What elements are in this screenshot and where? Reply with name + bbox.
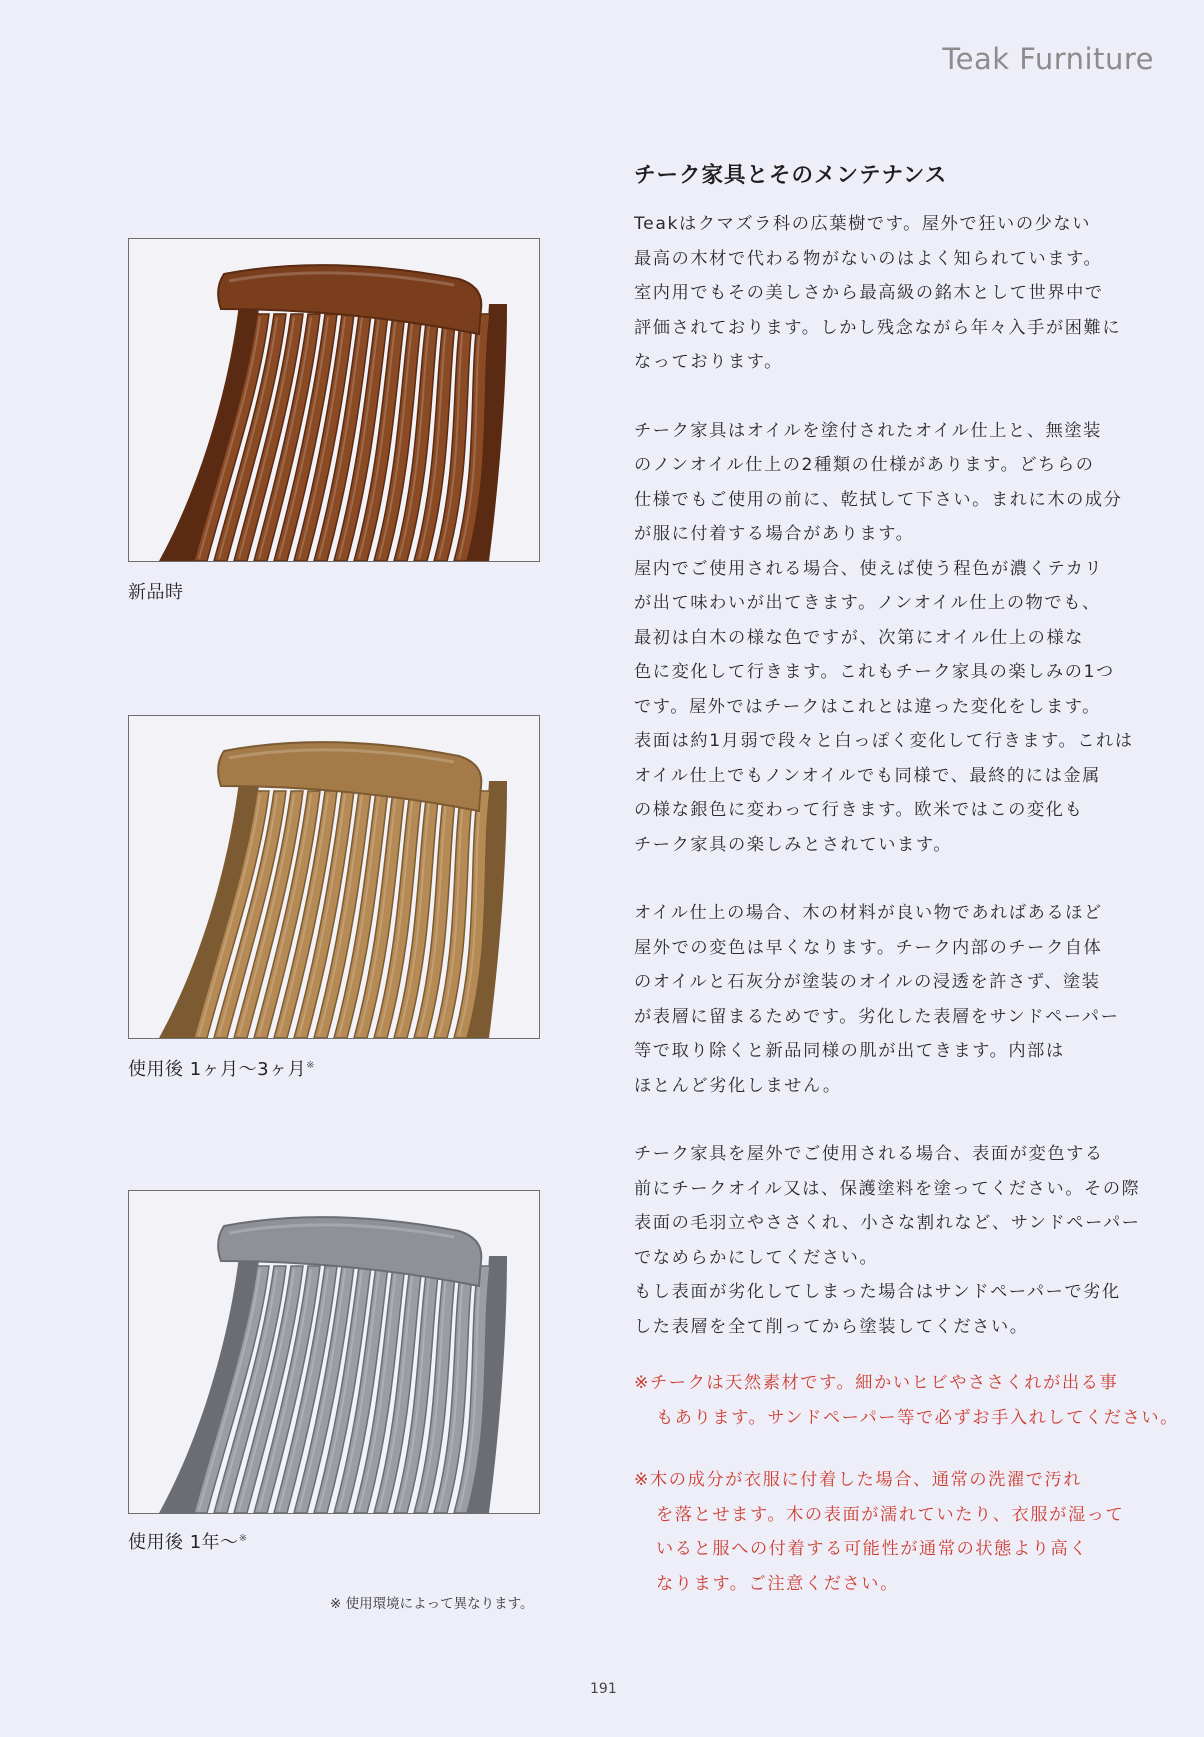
caption-text: 新品時 — [128, 582, 184, 603]
notice-clothing-stain — [634, 1463, 1154, 1601]
text-line: 最高の木材で代わる物がないのはよく知られています。 — [634, 248, 1103, 269]
text-line: した表層を全て削ってから塗装してください。 — [634, 1316, 1029, 1337]
text-line: が服に付着する場合があります。 — [634, 524, 915, 544]
photo-caption-1-3-months — [128, 1055, 315, 1081]
paragraph-oil-finish — [634, 896, 1154, 1103]
photo-caption-new — [128, 578, 184, 604]
photo-caption-1-year — [128, 1528, 248, 1554]
text-line: オイル仕上の場合、木の材料が良い物であればあるほど — [634, 903, 1103, 923]
text-line: もあります。サンドペーパー等で必ずお手入れしてください。 — [656, 1407, 1179, 1428]
photo-1-year-chair — [128, 1190, 540, 1514]
text-line: が出て味わいが出てきます。ノンオイル仕上の物でも、 — [634, 593, 1101, 613]
text-line: 屋内でご使用される場合、使えば使う程色が濃くテカリ — [634, 558, 1104, 579]
text-line: 色に変化して行きます。これもチーク家具の楽しみの1つ — [634, 662, 1115, 682]
text-line: ※木の成分が衣服に付着した場合、通常の洗濯で汚れ — [634, 1470, 1083, 1490]
text-line: チーク家具を屋外でご使用される場合、表面が変色する — [634, 1144, 1104, 1164]
chair-back-illustration-new — [129, 239, 539, 561]
text-line: を落とせます。木の表面が濡れていたり、衣服が湿って — [656, 1504, 1125, 1525]
text-line: オイル仕上でもノンオイルでも同様で、最終的には金属 — [634, 765, 1101, 786]
paragraph-outdoor-care — [634, 1137, 1154, 1344]
text-line: ※チークは天然素材です。細かいヒビやささくれが出る事 — [634, 1373, 1119, 1393]
text-line: が表層に留まるためです。劣化した表層をサンドペーパー — [634, 1006, 1120, 1027]
text-line: のノンオイル仕上の2種類の仕様があります。どちらの — [634, 455, 1095, 475]
text-line: 前にチークオイル又は、保護塗料を塗ってください。その際 — [634, 1178, 1141, 1199]
paragraph-intro — [634, 207, 1154, 380]
text-line: でなめらかにしてください。 — [634, 1247, 879, 1268]
text-line: 室内用でもその美しさから最高級の銘木として世界中で — [634, 283, 1104, 303]
caption-text: 使用後 1ヶ月〜3ヶ月 — [128, 1059, 307, 1080]
page-number: 191 — [590, 1681, 617, 1697]
notice-natural-material — [634, 1366, 1179, 1435]
caption-mark: ※ — [306, 1060, 316, 1071]
caption-text: 使用後 1年〜 — [128, 1532, 239, 1553]
photo-1-3-months-chair — [128, 715, 540, 1039]
text-line: チーク家具の楽しみとされています。 — [634, 834, 953, 855]
paragraph-finishes — [634, 414, 1154, 863]
text-line: のオイルと石灰分が塗装のオイルの浸透を許さず、塗装 — [634, 972, 1101, 992]
text-line: 表面は約1月弱で段々と白っぽく変化して行きます。これは — [634, 731, 1134, 751]
text-line: なっております。 — [634, 352, 783, 372]
text-line: の様な銀色に変わって行きます。欧米ではこの変化も — [634, 800, 1084, 820]
text-line: です。屋外ではチークはこれとは違った変化をします。 — [634, 696, 1101, 717]
text-line: なります。ご注意ください。 — [656, 1573, 899, 1594]
text-line: いると服への付着する可能性が通常の状態より高く — [656, 1539, 1089, 1559]
photo-new-chair — [128, 238, 540, 562]
text-line: 等で取り除くと新品同様の肌が出てきます。内部は — [634, 1041, 1065, 1061]
section-title: Teak Furniture — [942, 42, 1154, 76]
article — [634, 158, 1179, 1601]
text-line: Teakはクマズラ科の広葉樹です。屋外で狂いの少ない — [634, 214, 1091, 234]
photo-footnote: ※ 使用環境によって異なります。 — [330, 1596, 534, 1612]
text-line: 表面の毛羽立やささくれ、小さな割れなど、サンドペーパー — [634, 1213, 1141, 1233]
caption-mark: ※ — [238, 1533, 248, 1544]
text-line: ほとんど劣化しません。 — [634, 1075, 842, 1096]
text-line: 仕様でもご使用の前に、乾拭して下さい。まれに木の成分 — [634, 489, 1123, 510]
chair-back-illustration-aged-year — [129, 1191, 539, 1513]
text-line: チーク家具はオイルを塗付されたオイル仕上と、無塗装 — [634, 420, 1102, 441]
text-line: もし表面が劣化してしまった場合はサンドペーパーで劣化 — [634, 1282, 1121, 1302]
text-line: 屋外での変色は早くなります。チーク内部のチーク自体 — [634, 937, 1103, 958]
chair-back-illustration-aged-months — [129, 716, 539, 1038]
text-line: 評価されております。しかし残念ながら年々入手が困難に — [634, 317, 1122, 338]
article-title: チーク家具とそのメンテナンス — [634, 163, 948, 188]
text-line: 最初は白木の様な色ですが、次第にオイル仕上の様な — [634, 627, 1085, 648]
